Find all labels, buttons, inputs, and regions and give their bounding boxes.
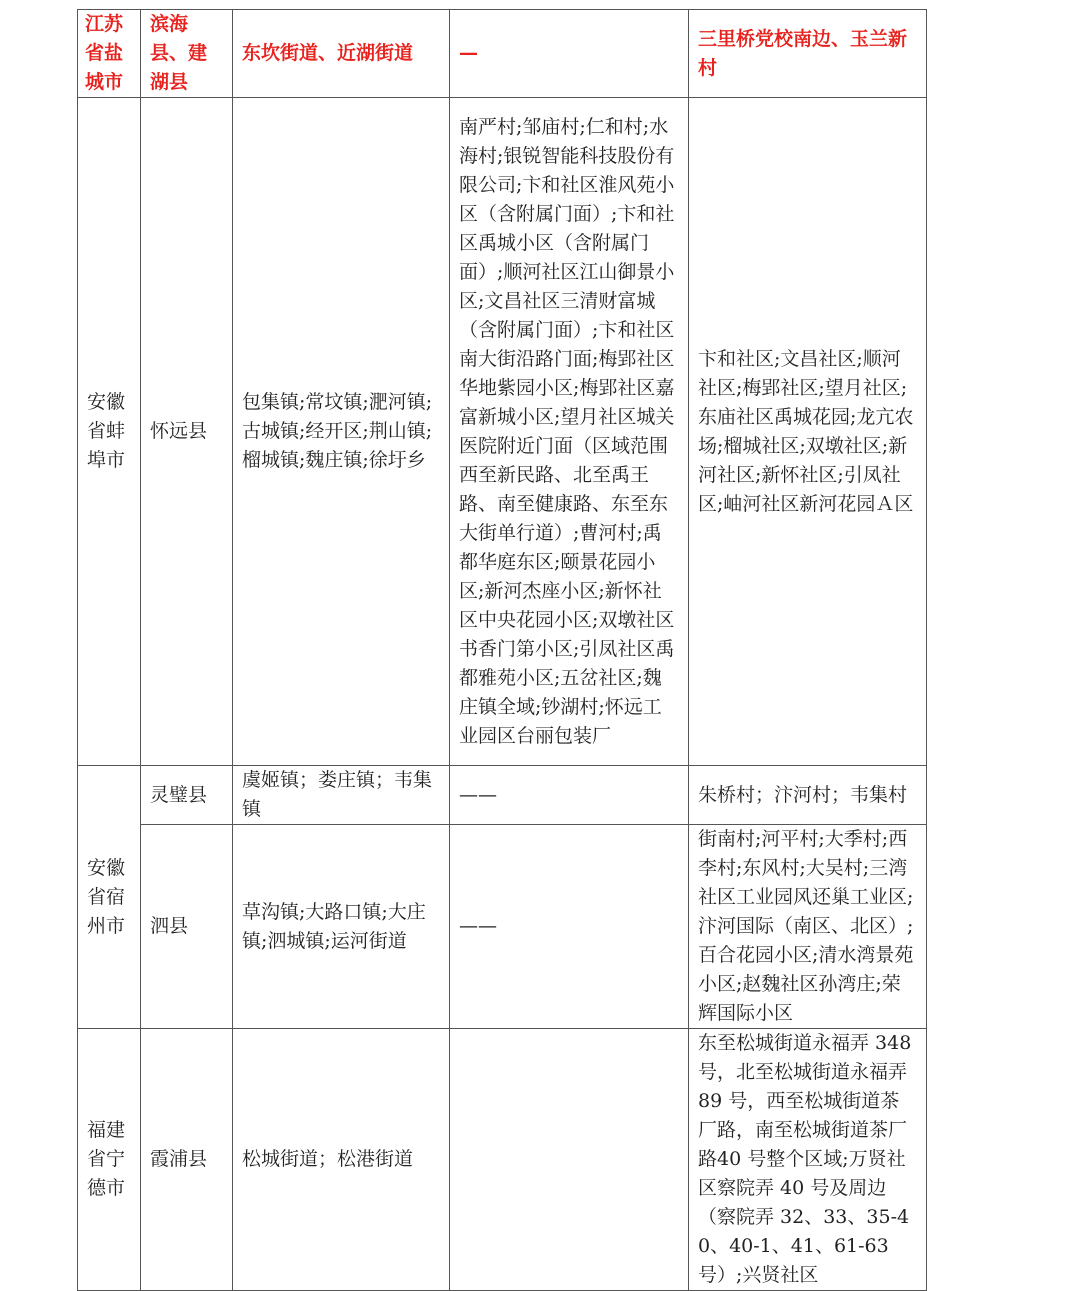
cell-province-city-bengbu: 安徽省蚌埠市 [78,98,141,766]
header-medium-risk: 三里桥党校南边、玉兰新村 [689,10,927,98]
table-row-lingbi [78,766,927,825]
cell-high-risk-xiapu [450,1029,689,1291]
cell-county-lingbi: 灵璧县 [141,766,233,825]
cell-high-risk-lingbi: —— [450,766,689,825]
header-towns: 东坎街道、近湖街道 [233,10,450,98]
cell-province-city-suzhou: 安徽省宿州市 [78,766,141,1029]
cell-medium-risk-huaiyuan: 卞和社区;文昌社区;顺河社区;梅郢社区;望月社区;东庙社区禹城花园;龙亢农场;榴城社区;双墩社区;新河社区;新怀社区;引凤社区;岫河社区新河花园Ａ区 [689,98,927,766]
table-row-bengbu [78,98,927,766]
table-row-sixian [78,825,927,1029]
cell-medium-risk-xiapu: 东至松城街道永福弄 348号，北至松城街道永福弄89 号，西至松城街道茶厂路，南至松城街道茶厂路40 号整个区域;万贤社区察院弄 40 号及周边（察院弄 32、33、35-40、40-1、41、61-63 号）;兴贤社区 [689,1029,927,1291]
cell-county-huaiyuan: 怀远县 [141,98,233,766]
cell-towns-lingbi: 虞姬镇；娄庄镇；韦集镇 [233,766,450,825]
cell-high-risk-sixian: —— [450,825,689,1029]
table-header-row [78,10,927,98]
cell-high-risk-huaiyuan: 南严村;邹庙村;仁和村;水海村;银锐智能科技股份有限公司;卞和社区淮风苑小区（含附属门面）;卞和社区禹城小区（含附属门面）;顺河社区江山御景小区;文昌社区三清财富城（含附属门面）;卞和社区南大街沿路门面;梅郢社区华地紫园小区;梅郢社区嘉富新城小区;望月社区城关医院附近门面（区域范围西至新民路、北至禹王路、南至健康路、东至东大街单行道）;曹河村;禹都华庭东区;颐景花园小区;新河杰座小区;新怀社区中央花园小区;双墩社区书香门第小区;引凤社区禹都雅苑小区;五岔社区;魏庄镇全域;钞湖村;怀远工业园区台丽包装厂 [450,98,689,766]
risk-area-table [77,9,927,1291]
header-county: 滨海县、建湖县 [141,10,233,98]
header-province-city: 江苏省盐城市 [78,10,141,98]
cell-province-city-ningde: 福建省宁德市 [78,1029,141,1291]
header-high-risk: — [450,10,689,98]
cell-towns-sixian: 草沟镇;大路口镇;大庄镇;泗城镇;运河街道 [233,825,450,1029]
cell-county-xiapu: 霞浦县 [141,1029,233,1291]
cell-towns-xiapu: 松城街道；松港街道 [233,1029,450,1291]
cell-medium-risk-lingbi: 朱桥村；汴河村；韦集村 [689,766,927,825]
cell-towns-huaiyuan: 包集镇;常坟镇;淝河镇;古城镇;经开区;荆山镇;榴城镇;魏庄镇;徐圩乡 [233,98,450,766]
cell-medium-risk-sixian: 街南村;河平村;大季村;西李村;东风村;大吴村;三湾社区工业园风还巢工业区;汴河国际（南区、北区）;百合花园小区;清水湾景苑小区;赵魏社区孙湾庄;荣辉国际小区 [689,825,927,1029]
table-row-ningde [78,1029,927,1291]
cell-county-sixian: 泗县 [141,825,233,1029]
